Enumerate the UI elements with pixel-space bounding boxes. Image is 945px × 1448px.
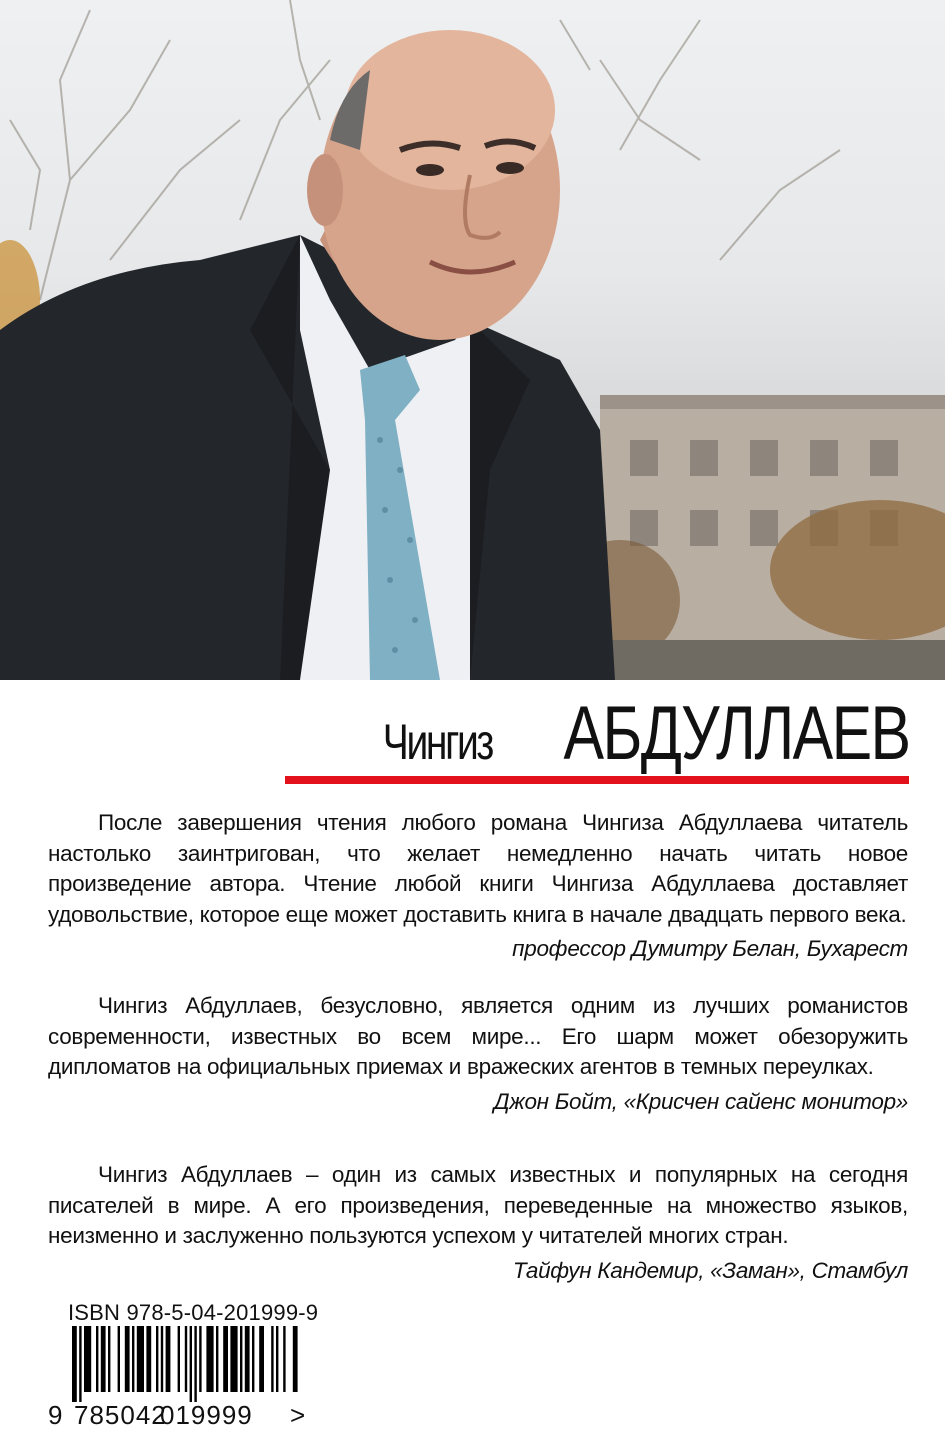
barcode-bar	[216, 1326, 218, 1392]
red-divider	[285, 776, 909, 784]
barcode-first-digit: 9	[48, 1400, 64, 1430]
author-photo	[0, 0, 945, 680]
barcode-bar	[166, 1326, 171, 1392]
barcode-bar	[118, 1326, 120, 1392]
barcode-bar	[146, 1326, 151, 1392]
barcode-bar	[271, 1326, 273, 1392]
barcode	[48, 1326, 298, 1402]
barcode-bar	[259, 1326, 264, 1392]
barcode-bar	[190, 1326, 192, 1402]
barcode-bar	[96, 1326, 98, 1392]
quote-text: Чингиз Абдуллаев – один из самых известных и популярных на сегодня писателей в мире. А его произведения, переведенные на множество языков, неизменно и заслуженно пользуются успехом у читателей многих стран.	[48, 1162, 908, 1248]
barcode-bar	[185, 1326, 187, 1392]
barcode-bar	[240, 1326, 242, 1392]
barcode-bar	[245, 1326, 250, 1392]
barcode-arrow: >	[290, 1400, 307, 1430]
author-last-name: АБДУЛЛАЕВ	[563, 691, 909, 776]
isbn-label: ISBN 978-5-04-201999-9	[68, 1300, 319, 1325]
barcode-bar	[293, 1326, 298, 1392]
author-first-name: Чингиз	[382, 714, 493, 770]
barcode-bar	[161, 1326, 163, 1392]
author-photo-illustration	[0, 0, 945, 680]
barcode-digits-right: 019999	[160, 1400, 253, 1430]
barcode-bar	[72, 1326, 77, 1402]
barcode-bar	[108, 1326, 110, 1392]
review-quote	[48, 991, 908, 1117]
quote-text: Чингиз Абдуллаев, безусловно, является одним из лучших романистов современности, известных во всем мире... Его шарм может обезоружить дипломатов на официальных приемах и вражеских агентов в темных переулках.	[48, 993, 908, 1079]
barcode-bar	[125, 1326, 130, 1392]
barcode-bar	[199, 1326, 201, 1392]
barcode-bar	[132, 1326, 134, 1392]
review-quote	[48, 808, 908, 964]
barcode-bar	[84, 1326, 91, 1392]
barcode-bar	[156, 1326, 158, 1392]
barcode-bar	[276, 1326, 278, 1392]
barcode-bar	[79, 1326, 81, 1402]
barcode-bar	[223, 1326, 228, 1392]
quote-source: Тайфун Кандемир, «Заман», Стамбул	[512, 1257, 908, 1283]
barcode-bar	[178, 1326, 180, 1392]
barcode-bar	[137, 1326, 144, 1392]
barcode-bar	[252, 1326, 254, 1392]
quote-source: профессор Думитру Белан, Бухарест	[512, 936, 908, 961]
quote-text: После завершения чтения любого романа Чингиза Абдуллаева читатель настолько заинтригован, что желает немедленно начать читать новое произведение автора. Чтение любой книги Чингиза Абдуллаева доставляет удовольствие, которое еще может доставить книга в начале двадцать первого века.	[48, 810, 908, 927]
barcode-bar	[101, 1326, 106, 1392]
barcode-bar	[283, 1326, 285, 1392]
quote-source: Джон Бойт, «Крисчен сайенс монитор»	[493, 1088, 908, 1114]
barcode-bar	[230, 1326, 237, 1392]
review-quote	[48, 1160, 908, 1286]
barcode-bar	[194, 1326, 196, 1402]
author-name	[0, 690, 909, 780]
barcode-bar	[206, 1326, 213, 1392]
barcode-digits-left: 785042	[74, 1400, 167, 1430]
